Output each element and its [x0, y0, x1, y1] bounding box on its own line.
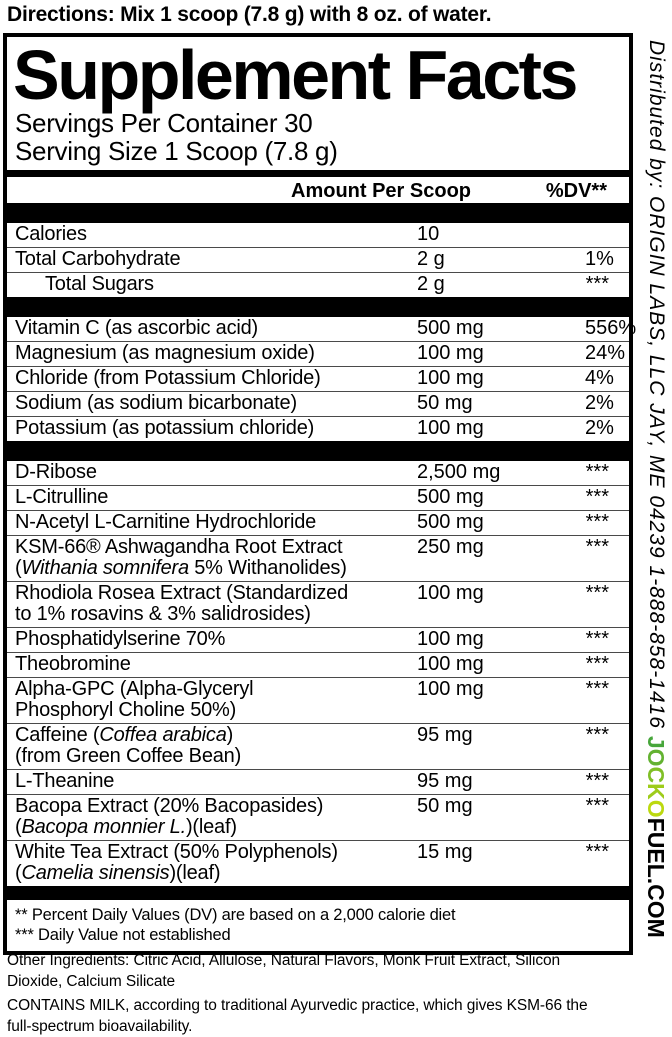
nutrient-amount: 95 mg: [417, 770, 473, 793]
nutrient-row: [7, 485, 629, 510]
nutrient-row: [7, 247, 629, 272]
nutrient-row: [7, 366, 629, 391]
brand-letter: O: [643, 748, 669, 767]
directions-text: Directions: Mix 1 scoop (7.8 g) with 8 oz. of water.: [7, 3, 492, 26]
nutrient-amount: 100 mg: [417, 342, 484, 365]
nutrient-dv: ***: [585, 486, 609, 509]
nutrient-amount: 100 mg: [417, 653, 484, 676]
footnote-line: ** Percent Daily Values (DV) are based on a 2,000 calorie diet: [15, 906, 456, 925]
nutrient-name: Vitamin C (as ascorbic acid): [15, 317, 259, 340]
nutrient-row: [7, 223, 629, 247]
footnote-divider: [7, 886, 629, 900]
nutrient-dv: 2%: [585, 392, 614, 415]
nutrient-name: Caffeine (Coffea arabica) (from Green Coffee Bean): [15, 724, 242, 768]
panel-title: Supplement Facts: [13, 36, 576, 114]
nutrient-amount: 2,500 mg: [417, 461, 501, 484]
nutrient-dv: ***: [585, 770, 609, 793]
brand-logo-text: [643, 736, 669, 938]
brand-letter: K: [643, 783, 669, 800]
nutrient-row: [7, 416, 629, 441]
nutrient-name: White Tea Extract (50% Polyphenols) (Camelia sinensis)(leaf): [15, 841, 338, 885]
serving-size: Serving Size 1 Scoop (7.8 g): [15, 136, 338, 167]
nutrient-row: [7, 510, 629, 535]
nutrient-row: [7, 341, 629, 366]
nutrient-name: Rhodiola Rosea Extract (Standardized to 1% rosavins & 3% salidrosides): [15, 582, 348, 626]
section-divider: [7, 441, 629, 461]
nutrient-name: Total Sugars: [45, 273, 154, 296]
nutrient-name: L-Citrulline: [15, 486, 109, 509]
nutrient-row: [7, 652, 629, 677]
column-header-dv: %DV**: [545, 180, 607, 203]
nutrient-name: KSM-66® Ashwagandha Root Extract (Withania somnifera 5% Withanolides): [15, 536, 347, 580]
nutrient-amount: 100 mg: [417, 628, 484, 651]
nutrient-row: [7, 840, 629, 886]
nutrient-row: [7, 794, 629, 840]
nutrient-dv: ***: [585, 678, 609, 701]
header-rule: [7, 170, 629, 177]
brand-letter: O: [643, 799, 669, 818]
nutrient-dv: ***: [585, 795, 609, 818]
nutrient-dv: 556%: [585, 317, 637, 340]
nutrient-row: [7, 627, 629, 652]
footnote-line: *** Daily Value not established: [15, 926, 231, 945]
nutrient-dv: ***: [585, 724, 609, 747]
nutrient-row: [7, 723, 629, 769]
supplement-facts-panel: [3, 33, 637, 955]
nutrient-row: [7, 317, 637, 341]
nutrient-dv: 1%: [585, 248, 614, 271]
servings-per-container: Servings Per Container 30: [15, 108, 313, 139]
nutrient-row: [7, 535, 629, 581]
nutrient-amount: 100 mg: [417, 367, 484, 390]
nutrient-name: Sodium (as sodium bicarbonate): [15, 392, 297, 415]
side-vertical-text: [642, 40, 669, 1020]
nutrient-row: [7, 581, 629, 627]
nutrient-name: Phosphatidylserine 70%: [15, 628, 226, 651]
nutrient-dv: ***: [585, 461, 609, 484]
nutrient-dv: ***: [585, 511, 609, 534]
brand-letter: J: [643, 735, 669, 749]
nutrient-amount: 500 mg: [417, 486, 484, 509]
nutrient-name: L-Theanine: [15, 770, 115, 793]
nutrient-name: N-Acetyl L-Carnitine Hydrochloride: [15, 511, 317, 534]
nutrient-row: [7, 461, 629, 485]
other-ingredients-text: Other Ingredients: Citric Acid, Allulose, Natural Flavors, Monk Fruit Extract, Silicon Dioxide, Calcium Silicate: [7, 952, 561, 990]
nutrient-name: Total Carbohydrate: [15, 248, 181, 271]
nutrient-dv: 4%: [585, 367, 614, 390]
footnotes: [7, 900, 629, 951]
nutrient-dv: ***: [585, 653, 609, 676]
nutrient-amount: 250 mg: [417, 536, 484, 559]
nutrient-amount: 2 g: [417, 273, 445, 296]
nutrient-dv: 2%: [585, 417, 614, 440]
nutrient-name: Calories: [15, 223, 87, 246]
nutrient-name: Theobromine: [15, 653, 131, 676]
nutrient-name: Alpha-GPC (Alpha-Glyceryl Phosphoryl Choline 50%): [15, 678, 254, 722]
nutrient-dv: 24%: [585, 342, 626, 365]
brand-jocko: [643, 736, 669, 818]
brand-fuel: FUEL.COM: [643, 817, 669, 938]
nutrient-amount: 2 g: [417, 248, 445, 271]
section-divider: [7, 297, 629, 317]
spacer: [645, 729, 668, 736]
nutrient-dv: ***: [585, 273, 609, 296]
nutrient-dv: ***: [585, 841, 609, 864]
distributor-text: Distributed by: ORIGIN LABS, LLC JAY, ME 04239 1-888-858-1416: [645, 40, 668, 730]
column-header-amount: Amount Per Scoop: [291, 180, 472, 203]
nutrient-amount: 100 mg: [417, 417, 484, 440]
column-headers: [7, 177, 629, 203]
nutrient-amount: 50 mg: [417, 392, 473, 415]
nutrient-amount: 95 mg: [417, 724, 473, 747]
nutrient-dv: ***: [585, 536, 609, 559]
allergen-statement: CONTAINS MILK, according to traditional Ayurvedic practice, which gives KSM-66 the full-spectrum bioavailability.: [7, 997, 588, 1035]
nutrient-name: Potassium (as potassium chloride): [15, 417, 315, 440]
nutrient-name: Magnesium (as magnesium oxide): [15, 342, 315, 365]
nutrient-row: [7, 769, 629, 794]
nutrient-name: D-Ribose: [15, 461, 97, 484]
nutrient-amount: 50 mg: [417, 795, 473, 818]
nutrient-amount: 100 mg: [417, 582, 484, 605]
nutrient-row: [7, 272, 629, 297]
nutrient-name: Bacopa Extract (20% Bacopasides) (Bacopa monnier L.)(leaf): [15, 795, 324, 839]
nutrient-dv: [585, 224, 609, 245]
nutrient-amount: 100 mg: [417, 678, 484, 701]
nutrient-dv: ***: [585, 628, 609, 651]
section-divider: [7, 203, 629, 223]
brand-letter: C: [643, 766, 669, 784]
nutrient-name: Chloride (from Potassium Chloride): [15, 367, 321, 390]
nutrient-amount: 500 mg: [417, 511, 484, 534]
nutrient-amount: 500 mg: [417, 317, 484, 340]
nutrient-amount: 10: [417, 223, 440, 246]
nutrient-dv: ***: [585, 582, 609, 605]
nutrient-amount: 15 mg: [417, 841, 473, 864]
nutrient-row: [7, 391, 629, 416]
nutrient-row: [7, 677, 629, 723]
nutrient-table: [7, 203, 637, 900]
